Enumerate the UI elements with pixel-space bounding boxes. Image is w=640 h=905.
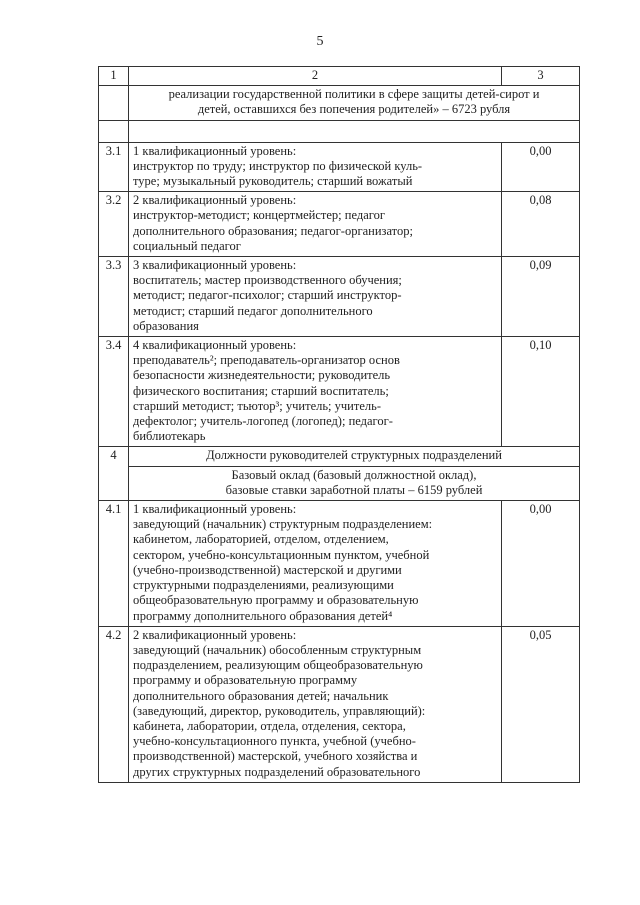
qualification-table — [98, 66, 580, 783]
salary-text — [129, 466, 580, 500]
coefficient-value: 0,09 — [502, 257, 580, 337]
intro-num-cell — [99, 86, 129, 120]
description-line: кабинетом, лабораторией, отделом, отделением, — [133, 532, 389, 547]
description-line: 3 квалификационный уровень: — [133, 258, 297, 273]
row-description — [129, 257, 502, 337]
description-line: физического воспитания; старший воспитатель; — [133, 383, 389, 398]
description-line: заведующий (начальник) структурным подразделением: — [133, 517, 433, 532]
row-number: 3.2 — [99, 192, 129, 257]
description-line: дефектолог; учитель-логопед (логопед); педагог- — [133, 414, 393, 429]
description-line: библиотекарь — [133, 429, 206, 444]
description-line: старший методист; тьютор³; учитель; учитель- — [133, 398, 381, 413]
description-line: инструктор по труду; инструктор по физической куль- — [133, 158, 423, 173]
section-number: 4 — [99, 447, 129, 501]
qualification-row — [99, 142, 580, 192]
qualification-row — [99, 626, 580, 782]
row-number: 3.4 — [99, 337, 129, 447]
qualification-row — [99, 337, 580, 447]
row-description — [129, 337, 502, 447]
qualification-row — [99, 501, 580, 627]
coefficient-value: 0,00 — [502, 142, 580, 192]
page-number: 5 — [316, 34, 324, 49]
description-line: сектором, учебно-консультационным пунктом, учебной — [133, 547, 430, 562]
description-line: инструктор-методист; концертмейстер; педагог — [133, 208, 385, 223]
row-number: 3.1 — [99, 142, 129, 192]
description-line: методист; педагог-психолог; старший инструктор- — [133, 288, 402, 303]
description-line: туре; музыкальный руководитель; старший вожатый — [133, 174, 413, 189]
section-row — [99, 447, 580, 466]
spacer-cell — [99, 120, 129, 142]
coefficient-value: 0,00 — [502, 501, 580, 627]
description-line: структурными подразделениями, реализующими — [133, 578, 394, 593]
description-line: 1 квалификационный уровень: — [133, 143, 297, 158]
row-number: 4.1 — [99, 501, 129, 627]
description-line: других структурных подразделений образовательного — [133, 764, 421, 779]
description-line: преподаватель²; преподаватель-организатор основ — [133, 353, 400, 368]
description-line: производственной) мастерской, учебного хозяйства и — [133, 749, 418, 764]
row-number: 4.2 — [99, 626, 129, 782]
description-line: безопасности жизнедеятельности; руководитель — [133, 368, 391, 383]
description-line: учебно-консультационного пункта, учебной (учебно- — [133, 734, 416, 749]
description-line: (заведующий, директор, руководитель, управляющий): — [133, 703, 426, 718]
spacer-row — [99, 120, 580, 142]
row-description — [129, 626, 502, 782]
salary-line: Базовый оклад (базовый должностной оклад), — [231, 467, 477, 482]
salary-line: базовые ставки заработной платы – 6159 рублей — [225, 482, 483, 497]
description-line: образования — [133, 318, 199, 333]
salary-row — [99, 466, 580, 500]
header-col-3: 3 — [502, 67, 580, 86]
description-line: 1 квалификационный уровень: — [133, 502, 297, 517]
intro-line: реализации государственной политики в сфере защиты детей-сирот и — [168, 87, 540, 102]
description-line: воспитатель; мастер производственного обучения; — [133, 273, 402, 288]
description-line: 2 квалификационный уровень: — [133, 627, 297, 642]
description-line: методист; старший педагог дополнительного — [133, 303, 373, 318]
header-col-1: 1 — [99, 67, 129, 86]
intro-row — [99, 86, 580, 120]
row-description — [129, 501, 502, 627]
description-line: социальный педагог — [133, 238, 241, 253]
qualification-row — [99, 192, 580, 257]
description-line: подразделением, реализующим общеобразовательную — [133, 658, 423, 673]
description-line: общеобразовательную программу и образовательную — [133, 593, 419, 608]
section-title: Должности руководителей структурных подразделений — [129, 447, 580, 466]
description-line: дополнительного образования; педагог-организатор; — [133, 223, 413, 238]
description-line: программу дополнительного образования детей⁴ — [133, 608, 393, 623]
description-line: (учебно-производственной) мастерской и другими — [133, 562, 402, 577]
spacer-cell — [129, 120, 580, 142]
coefficient-value: 0,10 — [502, 337, 580, 447]
intro-line: детей, оставшихся без попечения родителей» – 6723 рубля — [197, 102, 511, 117]
description-line: 2 квалификационный уровень: — [133, 193, 297, 208]
description-line: кабинета, лаборатории, отдела, отделения, сектора, — [133, 718, 406, 733]
row-description — [129, 192, 502, 257]
coefficient-value: 0,08 — [502, 192, 580, 257]
description-line: 4 квалификационный уровень: — [133, 338, 297, 353]
description-line: программу и образовательную программу — [133, 673, 358, 688]
description-line: дополнительного образования детей; начальник — [133, 688, 389, 703]
row-number: 3.3 — [99, 257, 129, 337]
row-description — [129, 142, 502, 192]
coefficient-value: 0,05 — [502, 626, 580, 782]
header-col-2: 2 — [129, 67, 502, 86]
header-row — [99, 67, 580, 86]
qualification-row — [99, 257, 580, 337]
description-line: заведующий (начальник) обособленным структурным — [133, 642, 422, 657]
intro-text — [129, 86, 580, 120]
